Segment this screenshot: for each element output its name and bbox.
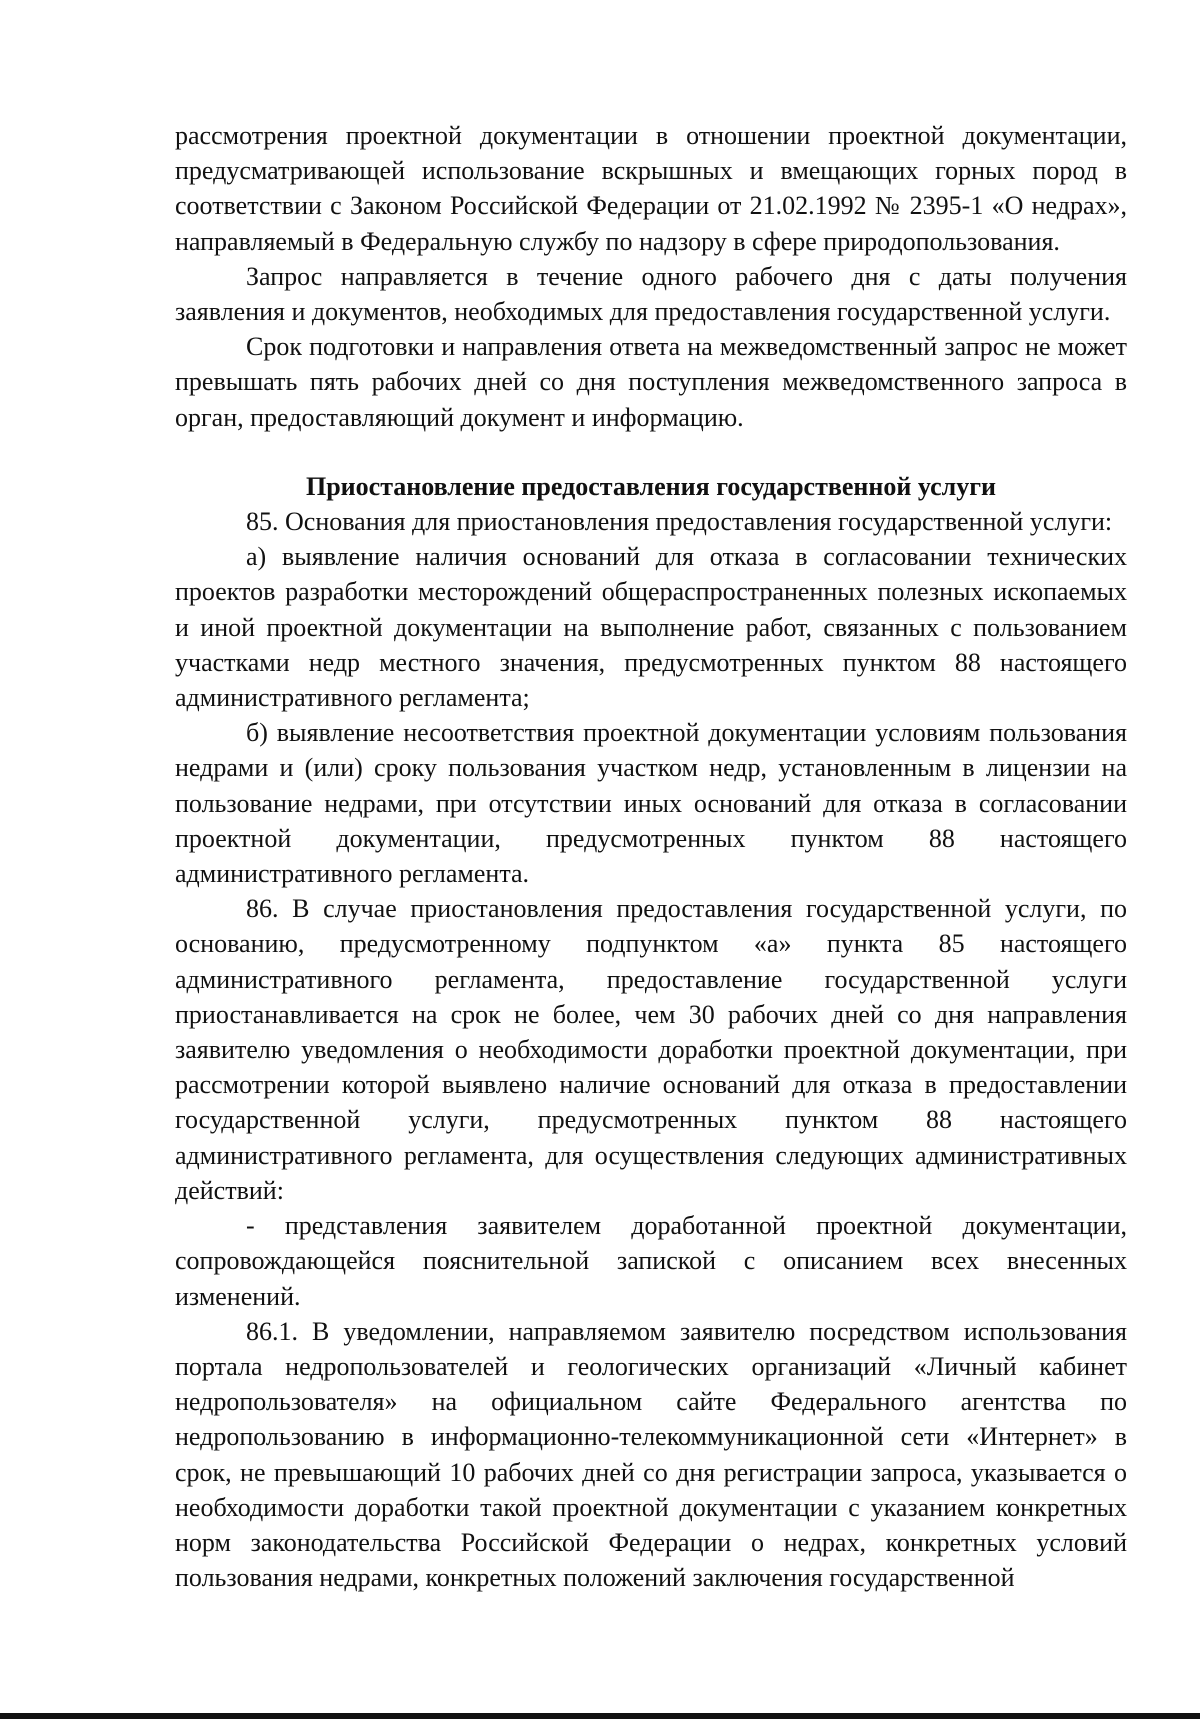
paragraph-86: 86. В случае приостановления предоставления государственной услуги, по основанию, предусмотренному подпунктом «а» пункта 85 настоящего административного регламента, предоставление государственной услуги приостанавливается на срок не более, чем 30 рабочих дней со дня направления заявителю уведомления о необходимости доработки проектной документации, при рассмотрении которой выявлено наличие оснований для отказа в предоставлении государственной услуги, предусмотренных пунктом 88 настоящего административного регламента, для осуществления следующих административных действий:	[175, 894, 1127, 1205]
paragraph-86-1: 86.1. В уведомлении, направляемом заявителю посредством использования портала недропользователей и геологических организаций «Личный кабинет недропользователя» на официальном сайте Федерального агентства по недропользованию в информационно-телекоммуникационной сети «Интернет» в срок, не превышающий 10 рабочих дней со дня регистрации запроса, указывается о необходимости доработки такой проектной документации с указанием конкретных норм законодательства Российской Федерации о недрах, конкретных условий пользования недрами, конкретных положений заключения государственной	[175, 1316, 1127, 1593]
paragraph-request-deadline: Запрос направляется в течение одного рабочего дня с даты получения заявления и документов, необходимых для предоставления государственной услуги.	[175, 261, 1127, 327]
paragraph-86-list-item: - представления заявителем доработанной проектной документации, сопровождающейся пояснительной запиской с описанием всех внесенных изменений.	[175, 1211, 1127, 1311]
paragraph-intro-continuation: рассмотрения проектной документации в отношении проектной документации, предусматривающей использование вскрышных и вмещающих горных пород в соответствии с Законом Российской Федерации от 21.02.1992 № 2395-1 «О недрах», направляемый в Федеральную службу по надзору в сфере природопользования.	[175, 121, 1127, 256]
paragraph-85: 85. Основания для приостановления предоставления государственной услуги:	[246, 507, 1113, 537]
page-bottom-rule	[0, 1713, 1200, 1719]
document-page	[175, 118, 1127, 1595]
section-title: Приостановление предоставления государственной услуги	[305, 471, 996, 501]
paragraph-85-a: а) выявление наличия оснований для отказа в согласовании технических проектов разработки месторождений общераспространенных полезных ископаемых и иной проектной документации на выполнение работ, связанных с пользованием участками недр местного значения, предусмотренных пунктом 88 настоящего административного регламента;	[175, 542, 1127, 713]
paragraph-response-deadline: Срок подготовки и направления ответа на межведомственный запрос не может превышать пять рабочих дней со дня поступления межведомственного запроса в орган, предоставляющий документ и информацию.	[175, 332, 1127, 432]
paragraph-85-b: б) выявление несоответствия проектной документации условиям пользования недрами и (или) сроку пользования участком недр, установленным в лицензии на пользование недрами, при отсутствии иных оснований для отказа в согласовании проектной документации, предусмотренных пунктом 88 настоящего административного регламента.	[175, 718, 1127, 889]
